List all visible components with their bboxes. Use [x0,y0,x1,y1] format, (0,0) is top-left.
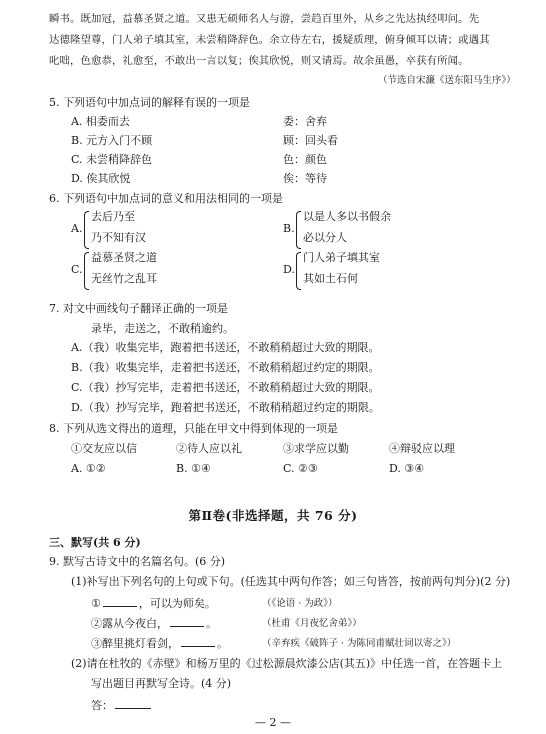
q8-choice-b: B. ①④ [176,462,211,475]
q5-option-b-meaning: 顾：回头看 [283,134,338,147]
page-number: — 2 — [255,716,291,729]
q7-quote: 录毕，走送之，不敢稍逾约。 [91,322,234,335]
q7-option-d: D.（我）抄写完毕，跑着把书送还，不敢稍稍超过约定的期限。 [71,401,380,414]
q7-option-c: C.（我）抄写完毕，走着把书送还，不敢稍稍超过大致的期限。 [71,381,380,394]
q5-option-b: B. 元方入门不顾 [71,134,153,147]
q9-blank-3 [91,636,228,651]
q5-option-d-meaning: 俟：等待 [283,172,327,185]
passage-line-1: 瞬书。既加冠，益慕圣贤之道。又患无硕师名人与游，尝趋百里外，从乡之先达执经叩问。先 [49,13,480,25]
q9-blank-1 [91,596,216,611]
q9-answer [91,698,153,713]
q6-option-d-brace [296,252,301,290]
q9-answer-label: 答： [91,699,113,712]
q8-item-3: ③求学应以勤 [283,442,349,455]
q8-item-2: ②待人应以礼 [176,442,242,455]
q6-option-a-line2: 乃不知有汉 [91,231,146,244]
q6-option-c-brace [84,252,89,290]
passage-source: （节选自宋濂《送东阳马生序》） [378,75,516,86]
q8-stem: 8. 下列从选文得出的道理，只能在甲文中得到体现的一项是 [49,422,338,435]
q6-option-b-line2: 必以分人 [303,231,347,244]
q5-option-d: D. 俟其欣悦 [71,172,131,185]
q6-option-d-line2: 其如土石何 [303,272,358,285]
q9-sub1-instruction: (1)补写出下列名句的上句或下句。(任选其中两句作答；如三句皆答，按前两句判分)(2 分) [71,575,511,588]
q5-option-a-meaning: 委：舍弃 [283,115,327,128]
q9-blank-2-suffix: 。 [206,617,217,630]
part2-title: 第Ⅱ卷(非选择题，共 76 分) [188,508,358,523]
q6-option-d-label: D. [283,263,295,276]
q6-option-b-line1: 以是人多以书假余 [303,210,391,223]
q9-sub2-line2: 写出题目再默写全诗。(4 分) [91,677,232,690]
q9-blank-1-source: （《论语 · 为政》） [262,598,338,609]
q6-option-a-label: A. [71,222,83,235]
q7-stem: 7. 对文中画线句子翻译正确的一项是 [49,302,228,315]
q8-item-1: ①交友应以信 [71,442,137,455]
q5-option-c-meaning: 色：颜色 [283,153,327,166]
q6-option-a-line1: 去后乃至 [91,210,135,223]
section3-title: 三、默写(共 6 分) [49,536,141,549]
q6-option-b-brace [296,211,301,249]
q5-option-c: C. 未尝稍降辞色 [71,153,153,166]
q6-option-b-label: B. [283,222,295,235]
q9-blank-1-suffix: ，可以为师矣。 [138,597,216,610]
q6-option-c-label: C. [71,263,83,276]
q9-blank-1-answer-line [103,596,137,607]
q9-blank-3-prefix: ③醉里挑灯看剑， [91,637,179,650]
q8-choice-a: A. ①② [71,462,106,475]
q9-blank-1-prefix: ① [91,597,101,610]
q9-blank-2-answer-line [170,616,204,627]
passage-line-2: 达德隆望尊，门人弟子填其室，未尝稍降辞色。余立侍左右，援疑质理，俯身倾耳以请；或遇其 [49,34,490,46]
q9-blank-3-source: （辛弃疾《破阵子 · 为陈同甫赋壮词以寄之》） [262,638,457,649]
q6-option-d-line1: 门人弟子填其室 [303,251,380,264]
q6-option-c-line1: 益慕圣贤之道 [91,251,157,264]
q6-option-c-line2: 无丝竹之乱耳 [91,272,157,285]
q8-choice-c: C. ②③ [283,462,318,475]
q9-blank-2-source: （杜甫《月夜忆舍弟》） [262,618,362,629]
q9-answer-line [115,698,151,709]
q5-stem: 5. 下列语句中加点词的解释有误的一项是 [49,96,250,109]
q5-option-a: A. 相委而去 [71,115,130,128]
q6-option-a-brace [84,211,89,249]
q7-option-a: A.（我）收集完毕，跑着把书送还，不敢稍稍超过大致的期限。 [71,341,380,354]
q8-item-4: ④辩驳应以理 [389,442,455,455]
q7-option-b: B.（我）收集完毕，走着把书送还，不敢稍稍超过约定的期限。 [71,361,380,374]
q9-stem: 9. 默写古诗文中的名篇名句。(6 分) [49,555,226,568]
q9-blank-3-answer-line [181,636,215,647]
q9-sub2-line1: (2)请在杜牧的《赤壁》和杨万里的《过松源晨炊漆公店(其五)》中任选一首，在答题卡上 [71,657,503,670]
q9-blank-2 [91,616,217,631]
q9-blank-3-suffix: 。 [217,637,228,650]
passage-line-3: 叱咄，色愈恭，礼愈至，不敢出一言以复；俟其欣悦，则又请焉。故余虽愚，卒获有所闻。 [49,55,469,67]
q6-stem: 6. 下列语句中加点词的意义和用法相同的一项是 [49,192,283,205]
q8-choice-d: D. ③④ [389,462,425,475]
q9-blank-2-prefix: ②露从今夜白， [91,617,168,630]
